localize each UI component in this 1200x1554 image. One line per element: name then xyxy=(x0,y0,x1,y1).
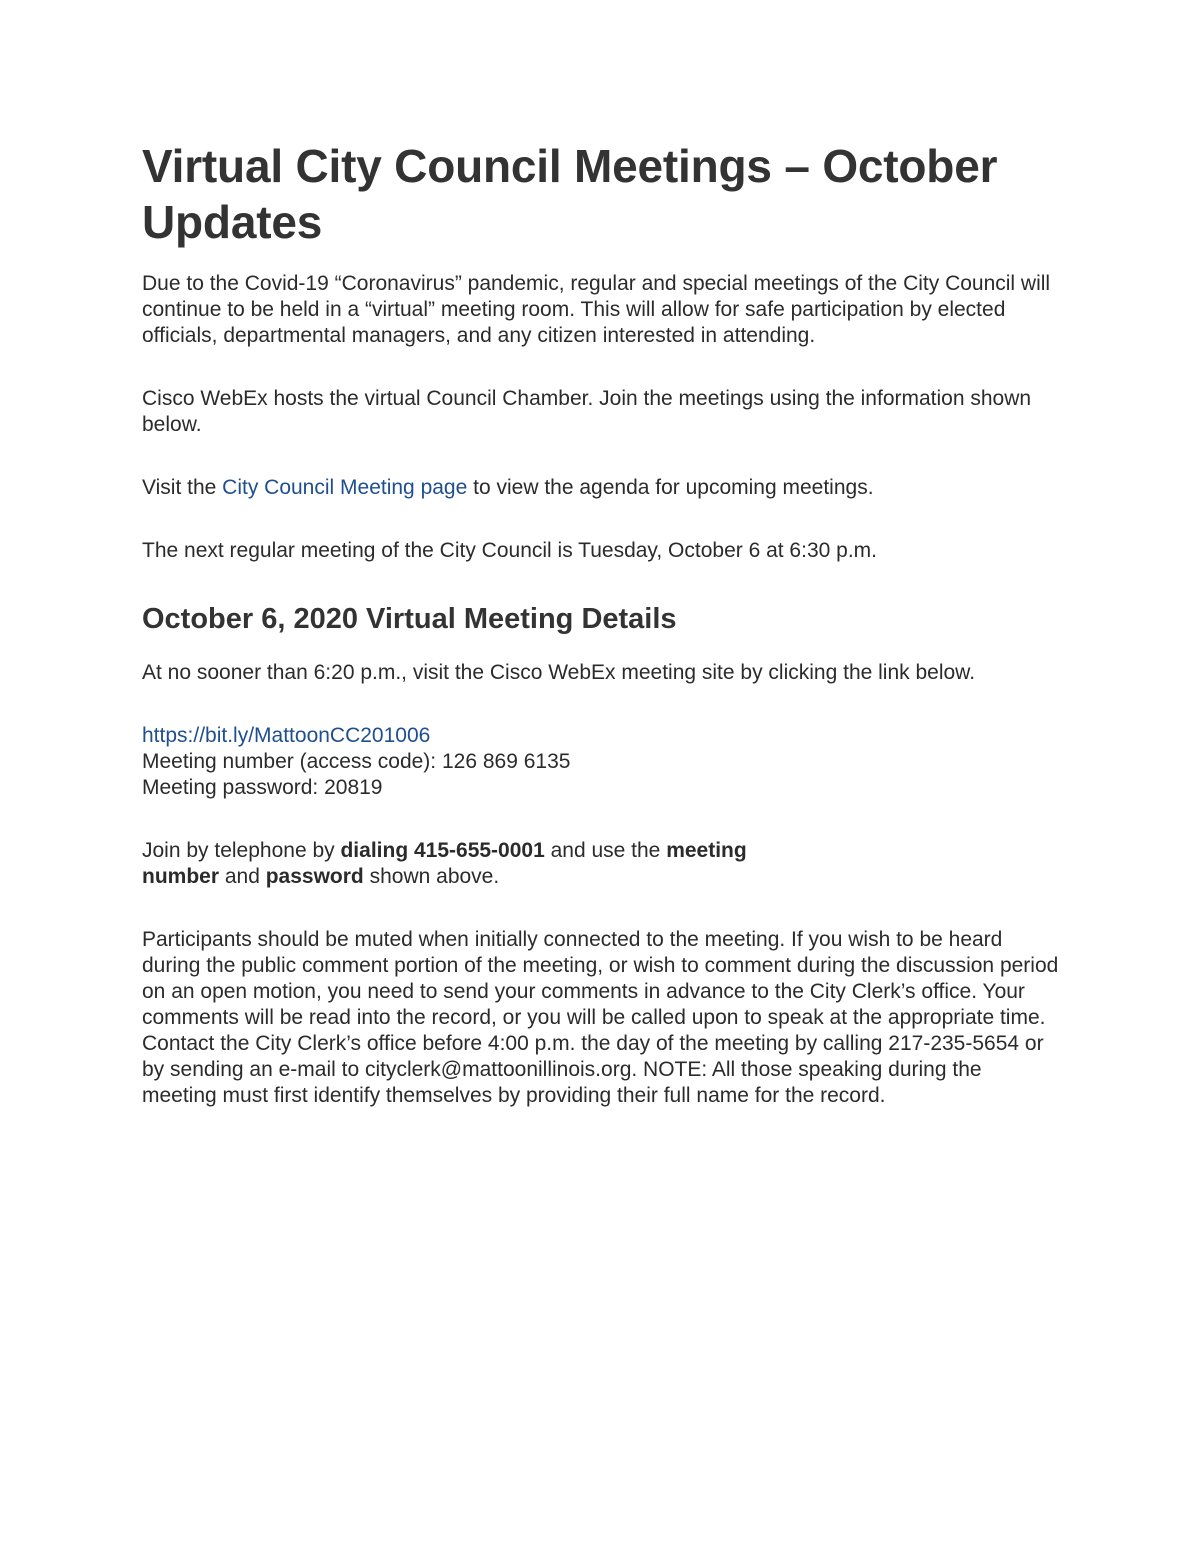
phone-paragraph xyxy=(142,838,1062,890)
meeting-password: Meeting password: 20819 xyxy=(142,776,383,799)
agenda-prefix: Visit the xyxy=(142,476,223,499)
phone-text-1: Join by telephone by xyxy=(142,839,341,862)
phone-dial-number: dialing 415-655-0001 xyxy=(340,839,545,862)
document-page xyxy=(142,138,1062,1109)
section-title: October 6, 2020 Virtual Meeting Details xyxy=(142,603,677,635)
phone-bold-password: password xyxy=(265,865,364,888)
intro-paragraph: Due to the Covid-19 “Coronavirus” pandemic, regular and special meetings of the City Council will continue to be held in a “virtual” meeting room. This will allow for safe participation by elected officials, departmental managers, and any citizen interested in attending. xyxy=(142,272,1051,347)
agenda-suffix: to view the agenda for upcoming meetings. xyxy=(467,476,874,499)
page-title: Virtual City Council Meetings – October Updates xyxy=(142,140,998,248)
meeting-number: Meeting number (access code): 126 869 6135 xyxy=(142,750,571,773)
phone-bold-meeting: meeting xyxy=(666,839,747,862)
meeting-details xyxy=(142,723,1062,801)
phone-bold-number: number xyxy=(142,865,220,888)
participants-paragraph: Participants should be muted when initially connected to the meeting. If you wish to be heard during the public comment portion of the meeting, or wish to comment during the discussion period on an open motion, you need to send your comments in advance to the City Clerk’s office. Your comments will be read into the record, or you will be called upon to speak at the appropriate time. Contact the City Clerk’s office before 4:00 p.m. the day of the meeting by calling 217-235-5654 or by sending an e-mail to cityclerk@mattoonillinois.org. NOTE: All those speaking during the meeting must first identify themselves by providing their full name for the record. xyxy=(142,928,1059,1107)
webex-host-paragraph: Cisco WebEx hosts the virtual Council Chamber. Join the meetings using the information shown below. xyxy=(142,387,1032,436)
phone-text-2: and use the xyxy=(544,839,667,862)
next-meeting-paragraph: The next regular meeting of the City Council is Tuesday, October 6 at 6:30 p.m. xyxy=(142,539,877,562)
phone-text-3: and xyxy=(219,865,266,888)
city-council-meeting-page-link[interactable]: City Council Meeting page xyxy=(222,476,468,499)
instructions-paragraph: At no sooner than 6:20 p.m., visit the Cisco WebEx meeting site by clicking the link below. xyxy=(142,661,976,684)
agenda-paragraph xyxy=(142,475,1062,501)
phone-text-4: shown above. xyxy=(363,865,500,888)
webex-meeting-link[interactable]: https://bit.ly/MattoonCC201006 xyxy=(142,724,431,747)
